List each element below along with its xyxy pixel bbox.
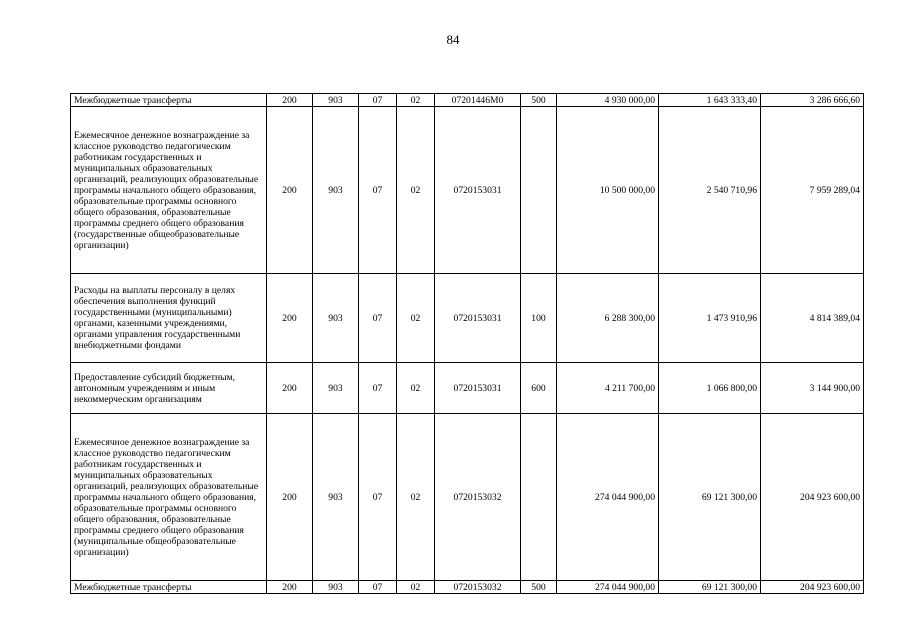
cell-amount-2: 2 540 710,96: [659, 107, 761, 274]
cell-amount-3: 7 959 289,04: [761, 107, 864, 274]
table-row: [71, 363, 864, 414]
cell-amount-2: 1 473 910,96: [659, 274, 761, 363]
cell-name: Межбюджетные трансферты: [71, 94, 267, 107]
cell-target-code: 0720153032: [435, 581, 521, 594]
cell-ministry-code: 903: [313, 581, 359, 594]
cell-name: Межбюджетные трансферты: [71, 581, 267, 594]
cell-amount-1: 274 044 900,00: [557, 414, 659, 581]
cell-subsection: 02: [397, 581, 435, 594]
cell-target-code: 0720153031: [435, 363, 521, 414]
cell-name: Ежемесячное денежное вознаграждение за классное руководство педагогическим работникам государственных и муниципальных образовательных организаций, реализующих образовательные программы начального общего образования, образовательные программы основного общего образования, образовательные программы среднего общего образования (муниципальные общеобразовательные организации): [71, 414, 267, 581]
cell-admin-code: 200: [267, 414, 313, 581]
cell-subsection: 02: [397, 107, 435, 274]
cell-section: 07: [359, 107, 397, 274]
cell-name: Расходы на выплаты персоналу в целях обеспечения выполнения функций государственными (муниципальными) органами, казенными учреждениями, органами управления государственными внебюджетными фондами: [71, 274, 267, 363]
cell-expense-type: 500: [521, 94, 557, 107]
cell-amount-1: 274 044 900,00: [557, 581, 659, 594]
cell-amount-2: 1 643 333,40: [659, 94, 761, 107]
cell-target-code: 0720153032: [435, 414, 521, 581]
cell-amount-3: 204 923 600,00: [761, 414, 864, 581]
cell-expense-type: [521, 414, 557, 581]
cell-name: Ежемесячное денежное вознаграждение за классное руководство педагогическим работникам государственных и муниципальных образовательных организаций, реализующих образовательные программы начального общего образования, образовательные программы основного общего образования, образовательные программы среднего общего образования (государственные общеобразовательные организации): [71, 107, 267, 274]
cell-ministry-code: 903: [313, 363, 359, 414]
table-row: [71, 581, 864, 594]
cell-section: 07: [359, 363, 397, 414]
cell-subsection: 02: [397, 414, 435, 581]
cell-target-code: 0720153031: [435, 274, 521, 363]
cell-amount-3: 4 814 389,04: [761, 274, 864, 363]
cell-admin-code: 200: [267, 107, 313, 274]
cell-amount-2: 69 121 300,00: [659, 581, 761, 594]
cell-amount-1: 10 500 000,00: [557, 107, 659, 274]
cell-amount-3: 3 286 666,60: [761, 94, 864, 107]
cell-expense-type: [521, 107, 557, 274]
cell-ministry-code: 903: [313, 414, 359, 581]
table-row: [71, 107, 864, 274]
cell-section: 07: [359, 581, 397, 594]
cell-amount-3: 3 144 900,00: [761, 363, 864, 414]
cell-name: Предоставление субсидий бюджетным, автономным учреждениям и иным некоммерческим организациям: [71, 363, 267, 414]
table-row: [71, 94, 864, 107]
budget-table: [70, 93, 864, 594]
cell-amount-1: 4 211 700,00: [557, 363, 659, 414]
page-number: 84: [446, 32, 460, 47]
table-row: [71, 414, 864, 581]
cell-subsection: 02: [397, 94, 435, 107]
cell-subsection: 02: [397, 274, 435, 363]
cell-expense-type: 600: [521, 363, 557, 414]
cell-expense-type: 500: [521, 581, 557, 594]
cell-subsection: 02: [397, 363, 435, 414]
cell-target-code: 0720153031: [435, 107, 521, 274]
cell-ministry-code: 903: [313, 107, 359, 274]
cell-amount-1: 6 288 300,00: [557, 274, 659, 363]
cell-amount-3: 204 923 600,00: [761, 581, 864, 594]
cell-admin-code: 200: [267, 363, 313, 414]
cell-ministry-code: 903: [313, 94, 359, 107]
cell-admin-code: 200: [267, 274, 313, 363]
cell-admin-code: 200: [267, 581, 313, 594]
cell-amount-2: 1 066 800,00: [659, 363, 761, 414]
cell-admin-code: 200: [267, 94, 313, 107]
table-row: [71, 274, 864, 363]
cell-section: 07: [359, 414, 397, 581]
cell-section: 07: [359, 274, 397, 363]
cell-target-code: 07201446M0: [435, 94, 521, 107]
cell-expense-type: 100: [521, 274, 557, 363]
cell-ministry-code: 903: [313, 274, 359, 363]
cell-amount-1: 4 930 000,00: [557, 94, 659, 107]
cell-amount-2: 69 121 300,00: [659, 414, 761, 581]
cell-section: 07: [359, 94, 397, 107]
